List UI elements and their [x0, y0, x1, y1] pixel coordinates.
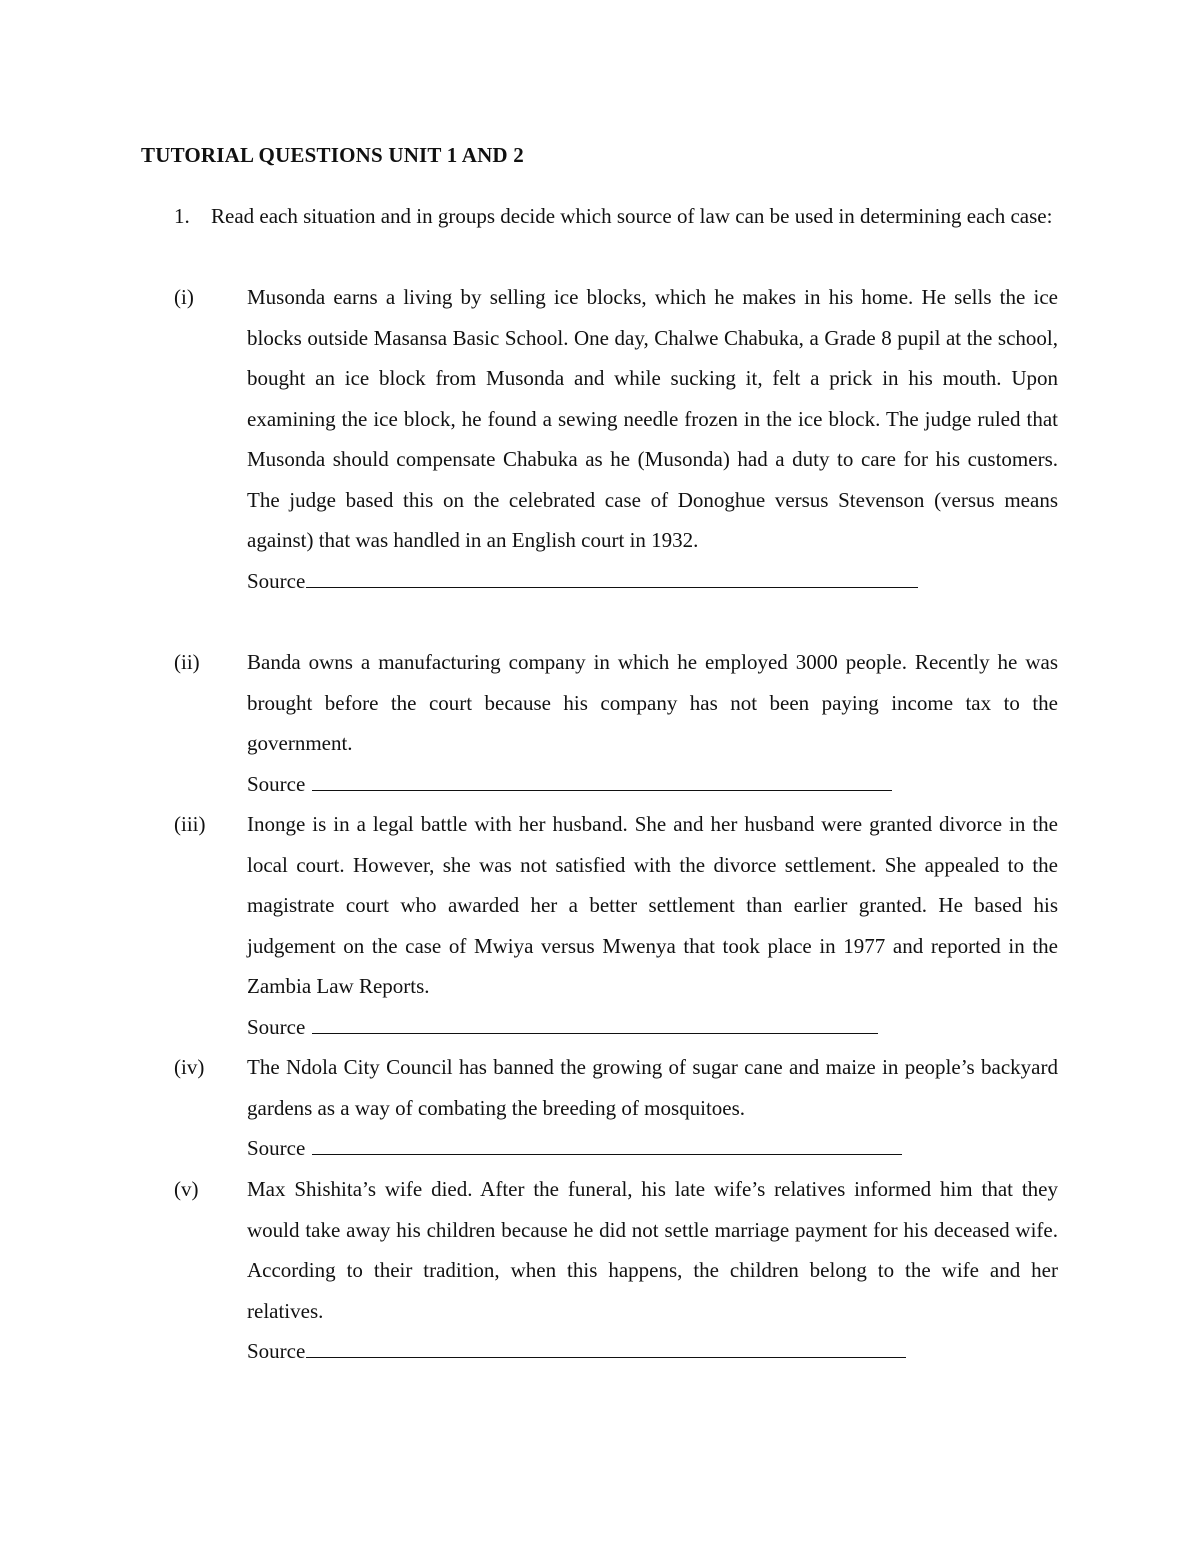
source-label: Source — [247, 1339, 306, 1363]
situation-item-v — [174, 1169, 1058, 1372]
source-answer-blank[interactable] — [306, 1331, 906, 1358]
source-answer-row — [247, 1128, 1058, 1169]
situation-text: The Ndola City Council has banned the growing of sugar cane and maize in people’s backyard gardens as a way of combating the breeding of mosquitoes. — [247, 1055, 1058, 1120]
source-answer-blank[interactable] — [312, 1128, 902, 1155]
situation-numeral: (v) — [174, 1177, 199, 1201]
source-label: Source — [247, 1014, 311, 1039]
situation-item-ii — [174, 642, 1058, 804]
situation-numeral: (ii) — [174, 650, 200, 674]
situation-item-iv — [174, 1047, 1058, 1169]
source-answer-row — [247, 561, 1058, 602]
source-answer-blank[interactable] — [306, 561, 918, 588]
situation-item-iii — [174, 804, 1058, 1047]
situation-item-i — [174, 277, 1058, 601]
situation-text: Inonge is in a legal battle with her husband. She and her husband were granted divorce in the local court. However, she was not satisfied with the divorce settlement. She appealed to the magistrate court who awarded her a better settlement than earlier granted. He based his judgement on the case of Mwiya versus Mwenya that took place in 1977 and reported in the Zambia Law Reports. — [247, 812, 1058, 998]
source-label: Source — [247, 771, 311, 796]
source-label: Source — [247, 568, 306, 593]
source-answer-row — [247, 1331, 1058, 1372]
source-answer-row — [247, 764, 1058, 805]
source-answer-blank[interactable] — [312, 1007, 878, 1034]
situation-text: Banda owns a manufacturing company in which he employed 3000 people. Recently he was brought before the court because his company has not been paying income tax to the government. — [247, 650, 1058, 755]
question-prompt: Read each situation and in groups decide which source of law can be used in determining each case: — [211, 204, 1053, 228]
page-title: TUTORIAL QUESTIONS UNIT 1 AND 2 — [141, 143, 524, 167]
situation-numeral: (iii) — [174, 812, 206, 836]
source-answer-row — [247, 1007, 1058, 1048]
source-label: Source — [247, 1136, 311, 1160]
source-answer-blank[interactable] — [312, 764, 892, 791]
situation-numeral: (iv) — [174, 1055, 205, 1079]
situation-numeral: (i) — [174, 285, 194, 309]
situation-text: Musonda earns a living by selling ice blocks, which he makes in his home. He sells the ice blocks outside Masansa Basic School. One day, Chalwe Chabuka, a Grade 8 pupil at the school, bought an ice block from Musonda and while sucking it, felt a prick in his mouth. Upon examining the ice block, he found a sewing needle frozen in the ice block. The judge ruled that Musonda should compensate Chabuka as he (Musonda) had a duty to care for his customers. The judge based this on the celebrated case of Donoghue versus Stevenson (versus means against) that was handled in an English court in 1932. — [247, 285, 1058, 552]
situation-text: Max Shishita’s wife died. After the funeral, his late wife’s relatives informed him that they would take away his children because he did not settle marriage payment for his deceased wife. According to their tradition, when this happens, the children belong to the wife and her relatives. — [247, 1177, 1058, 1323]
question-1 — [174, 196, 1058, 237]
question-number: 1. — [174, 204, 190, 228]
